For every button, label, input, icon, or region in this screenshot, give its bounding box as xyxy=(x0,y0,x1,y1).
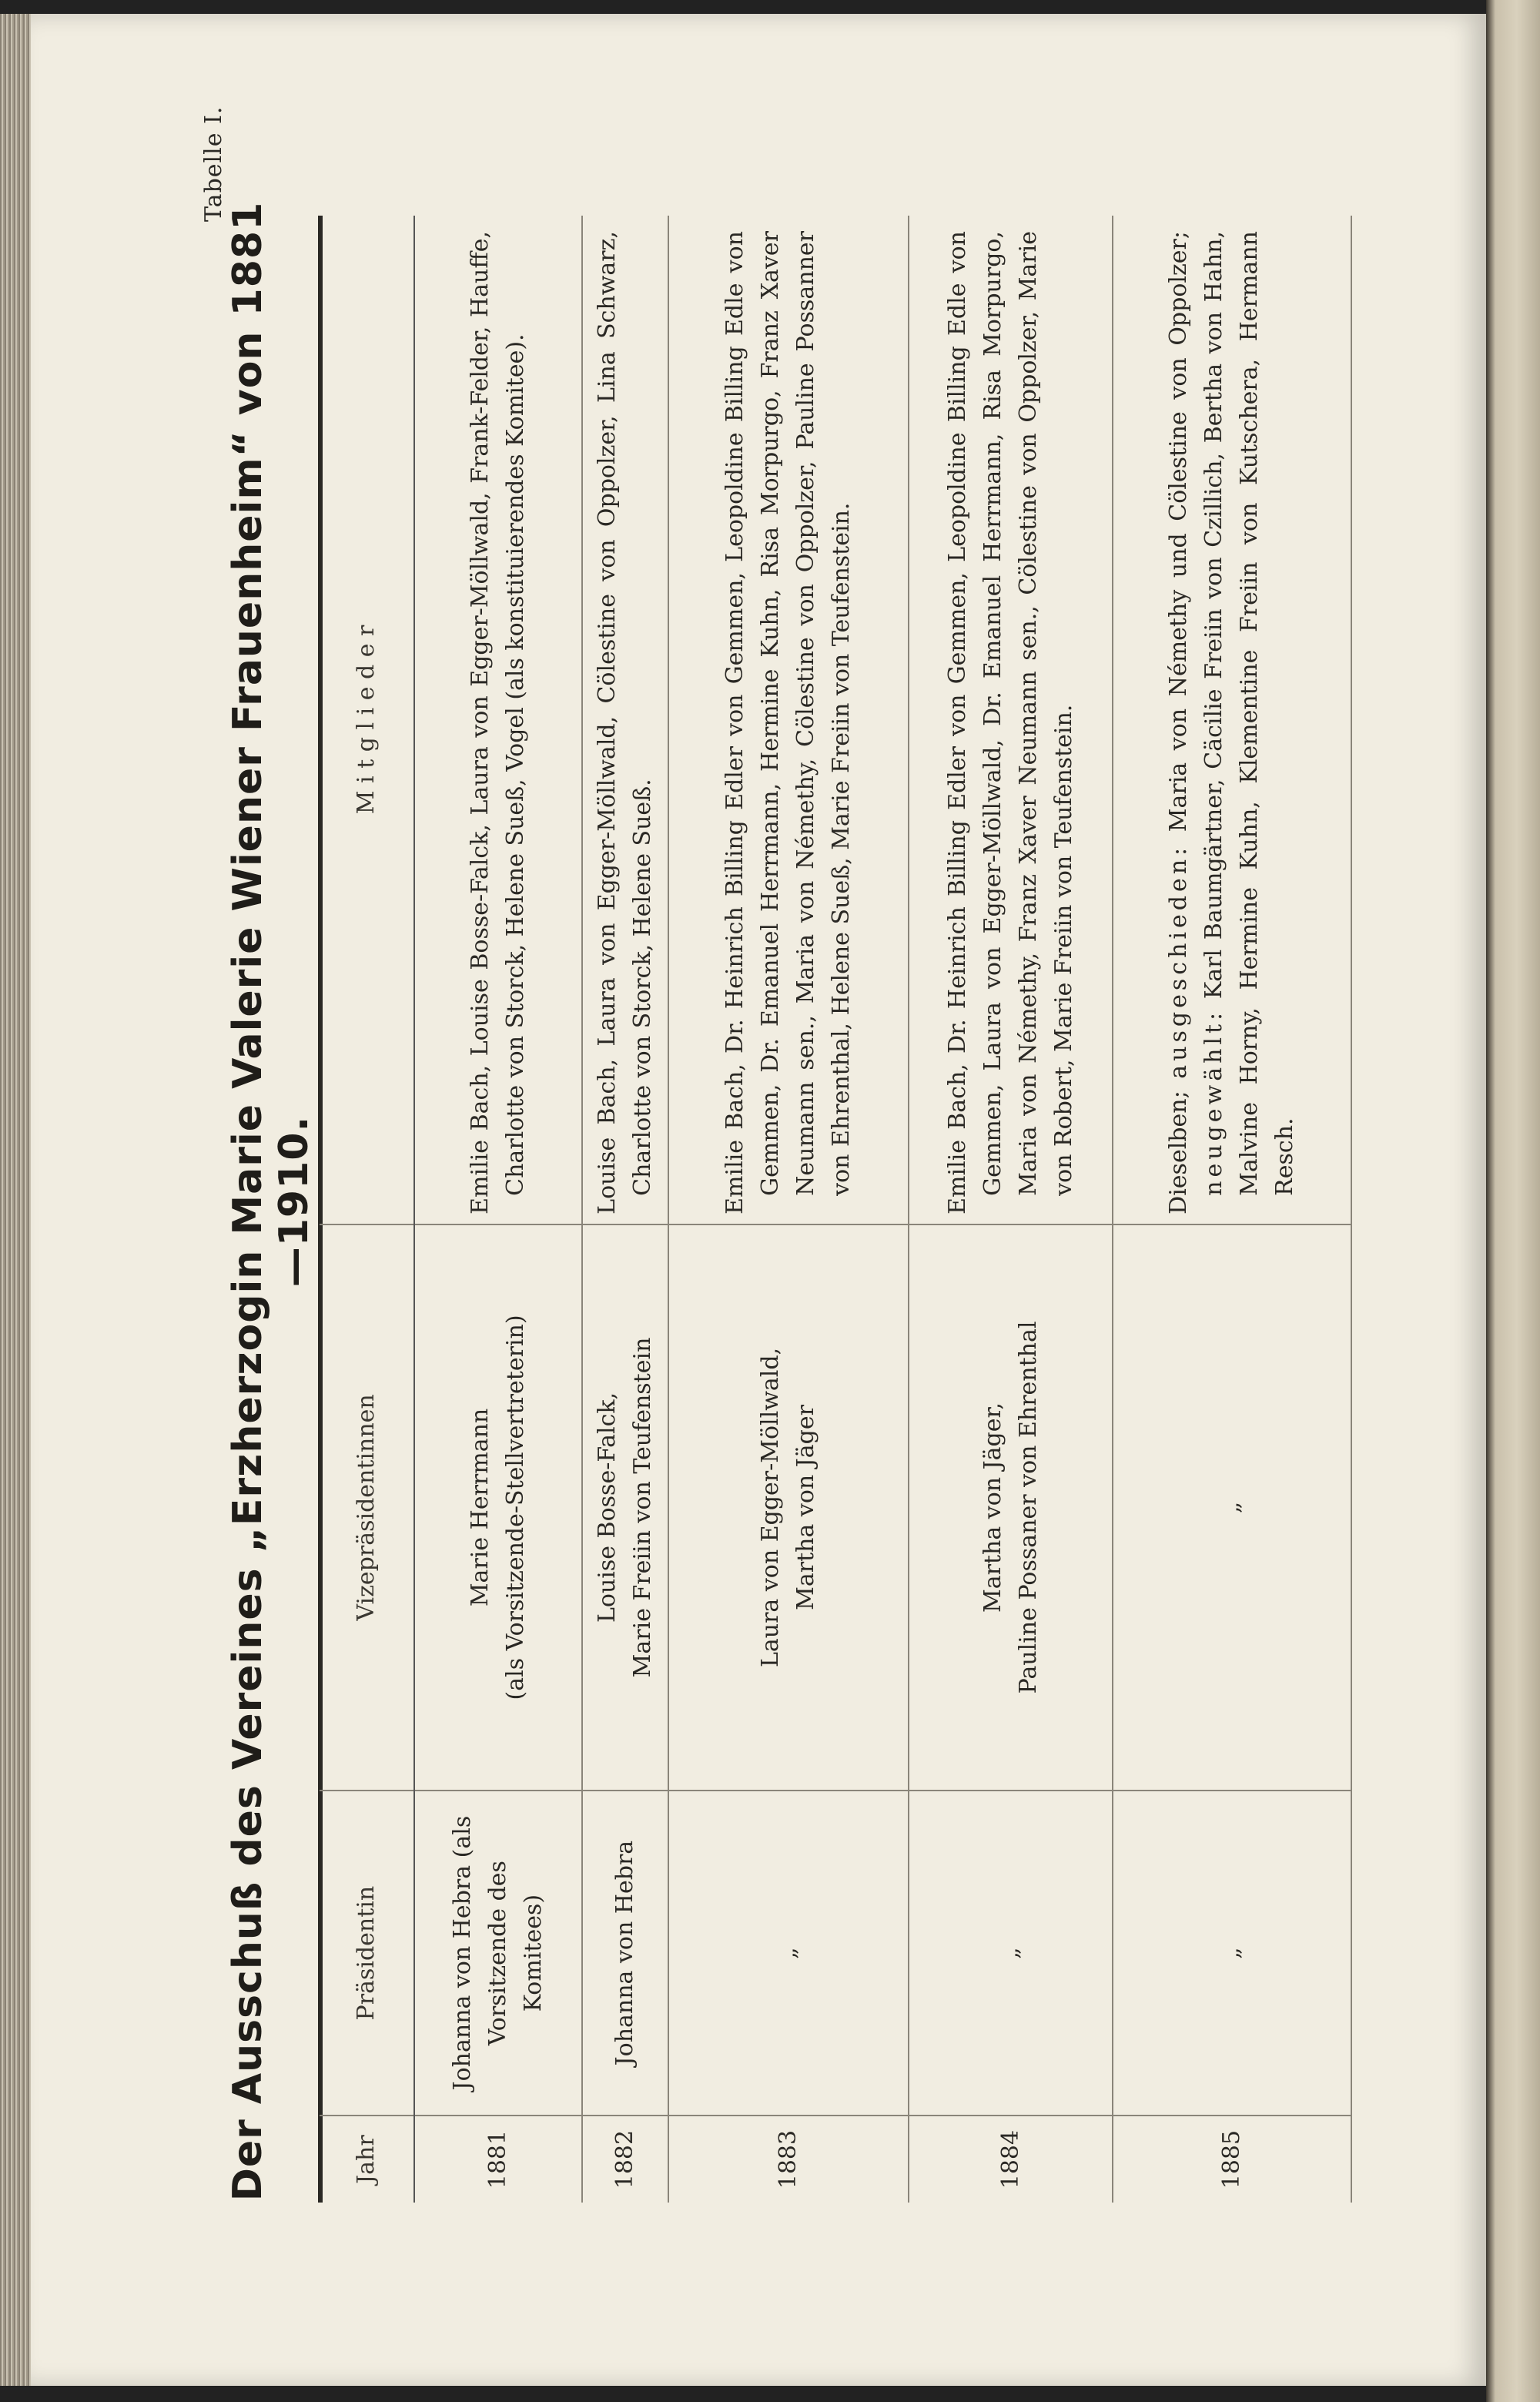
cell-praesidentin: Johanna von Hebra xyxy=(582,1791,668,2116)
mitglieder-neugewaehlt: Karl Baumgärtner, Cäcilie Freiin von Czillich, Bertha von Hahn, Malvine Horny, Hermine Kuhn, Klementine Freiin von Kutschera, Hermann Resch. xyxy=(1200,231,1298,1196)
vize-line: Marie Herrmann xyxy=(467,1408,494,1607)
cell-praesidentin: Johanna von Hebra (als Vorsitzende des Komitees) xyxy=(414,1791,582,2116)
table-row xyxy=(414,216,582,2203)
table-header-row xyxy=(320,216,414,2203)
cell-jahr: 1881 xyxy=(414,2116,582,2203)
cell-mitglieder: Louise Bach, Laura von Egger-Möllwald, Cölestine von Oppolzer, Lina Schwarz, Charlotte von Storck, Helene Sueß. xyxy=(582,216,668,1224)
cell-praesidentin: „ xyxy=(1113,1791,1351,2116)
mitglieder-ausgeschieden-label: ausgeschieden: xyxy=(1165,843,1192,1079)
rotated-table-content xyxy=(177,15,1540,2233)
vize-line: Louise Bosse-Falck, xyxy=(594,1392,621,1623)
table-row xyxy=(909,216,1113,2203)
cell-vize xyxy=(582,1224,668,1791)
cell-jahr: 1884 xyxy=(909,2116,1113,2203)
cell-praesidentin: „ xyxy=(909,1791,1113,2116)
vize-line: Laura von Egger-Möllwald, xyxy=(757,1347,784,1668)
cell-jahr: 1885 xyxy=(1113,2116,1351,2203)
vize-line: Marie Freiin von Teufenstein xyxy=(629,1337,656,1678)
cell-vize: „ xyxy=(1113,1224,1351,1791)
cell-jahr: 1883 xyxy=(668,2116,909,2203)
vize-line: (als Vorsitzende-Stellvertreterin) xyxy=(502,1315,529,1700)
cell-mitglieder: Emilie Bach, Louise Bosse-Falck, Laura von Egger-Möllwald, Frank-Felder, Hauffe, Charlotte von Storck, Helene Sueß, Vogel (als konstituierendes Komitee). xyxy=(414,216,582,1224)
header-mitglieder: M i t g l i e d e r xyxy=(320,216,414,1224)
table-label: Tabelle I. xyxy=(200,106,227,222)
header-vizepraesidentinnen: Vizepräsidentinnen xyxy=(320,1224,414,1791)
cell-vize xyxy=(909,1224,1113,1791)
header-praesidentin: Präsidentin xyxy=(320,1791,414,2116)
scan-border-bottom xyxy=(0,2386,1540,2402)
vize-line: Martha von Jäger, xyxy=(979,1402,1006,1613)
cell-mitglieder: Emilie Bach, Dr. Heinrich Billing Edler von Gemmen, Leopoldine Billing Edle von Gemmen, Laura von Egger-Möllwald, Dr. Emanuel Herrmann, Risa Morpurgo, Maria von Némethy, Franz Xaver Neumann sen., Cölestine von Oppolzer, Marie von Robert, Marie Freiin von Teufenstein. xyxy=(909,216,1113,1224)
committee-table xyxy=(320,216,1352,2203)
table-row xyxy=(1113,216,1351,2203)
book-spine-edge xyxy=(0,0,31,2402)
vize-line: Pauline Possaner von Ehrenthal xyxy=(1014,1321,1042,1694)
vize-line: Martha von Jäger xyxy=(792,1405,819,1610)
header-jahr: Jahr xyxy=(320,2116,414,2203)
mitglieder-neugewaehlt-label: neugewählt: xyxy=(1200,1008,1227,1196)
cell-mitglieder xyxy=(1113,216,1351,1224)
cell-mitglieder: Emilie Bach, Dr. Heinrich Billing Edler von Gemmen, Leopoldine Billing Edle von Gemmen, Dr. Emanuel Herrmann, Hermine Kuhn, Risa Morpurgo, Franz Xaver Neumann sen., Maria von Némethy, Cölestine von Oppolzer, Pauline Possanner von Ehrenthal, Helene Sueß, Marie Freiin von Teufenstein. xyxy=(668,216,909,1224)
mitglieder-lead: Dieselben; xyxy=(1165,1090,1192,1214)
page-title: Der Ausschuß des Vereines „Erzherzogin Marie Valerie Wiener Frauenheim“ von 1881—1910. xyxy=(225,201,317,2202)
cell-praesidentin: „ xyxy=(668,1791,909,2116)
table-row xyxy=(582,216,668,2203)
cell-vize xyxy=(414,1224,582,1791)
scan-border-top xyxy=(0,0,1540,14)
cell-jahr: 1882 xyxy=(582,2116,668,2203)
cell-vize xyxy=(668,1224,909,1791)
mitglieder-ausgeschieden: Maria von Némethy und Cölestine von Oppolzer; xyxy=(1165,231,1192,832)
table-row xyxy=(668,216,909,2203)
